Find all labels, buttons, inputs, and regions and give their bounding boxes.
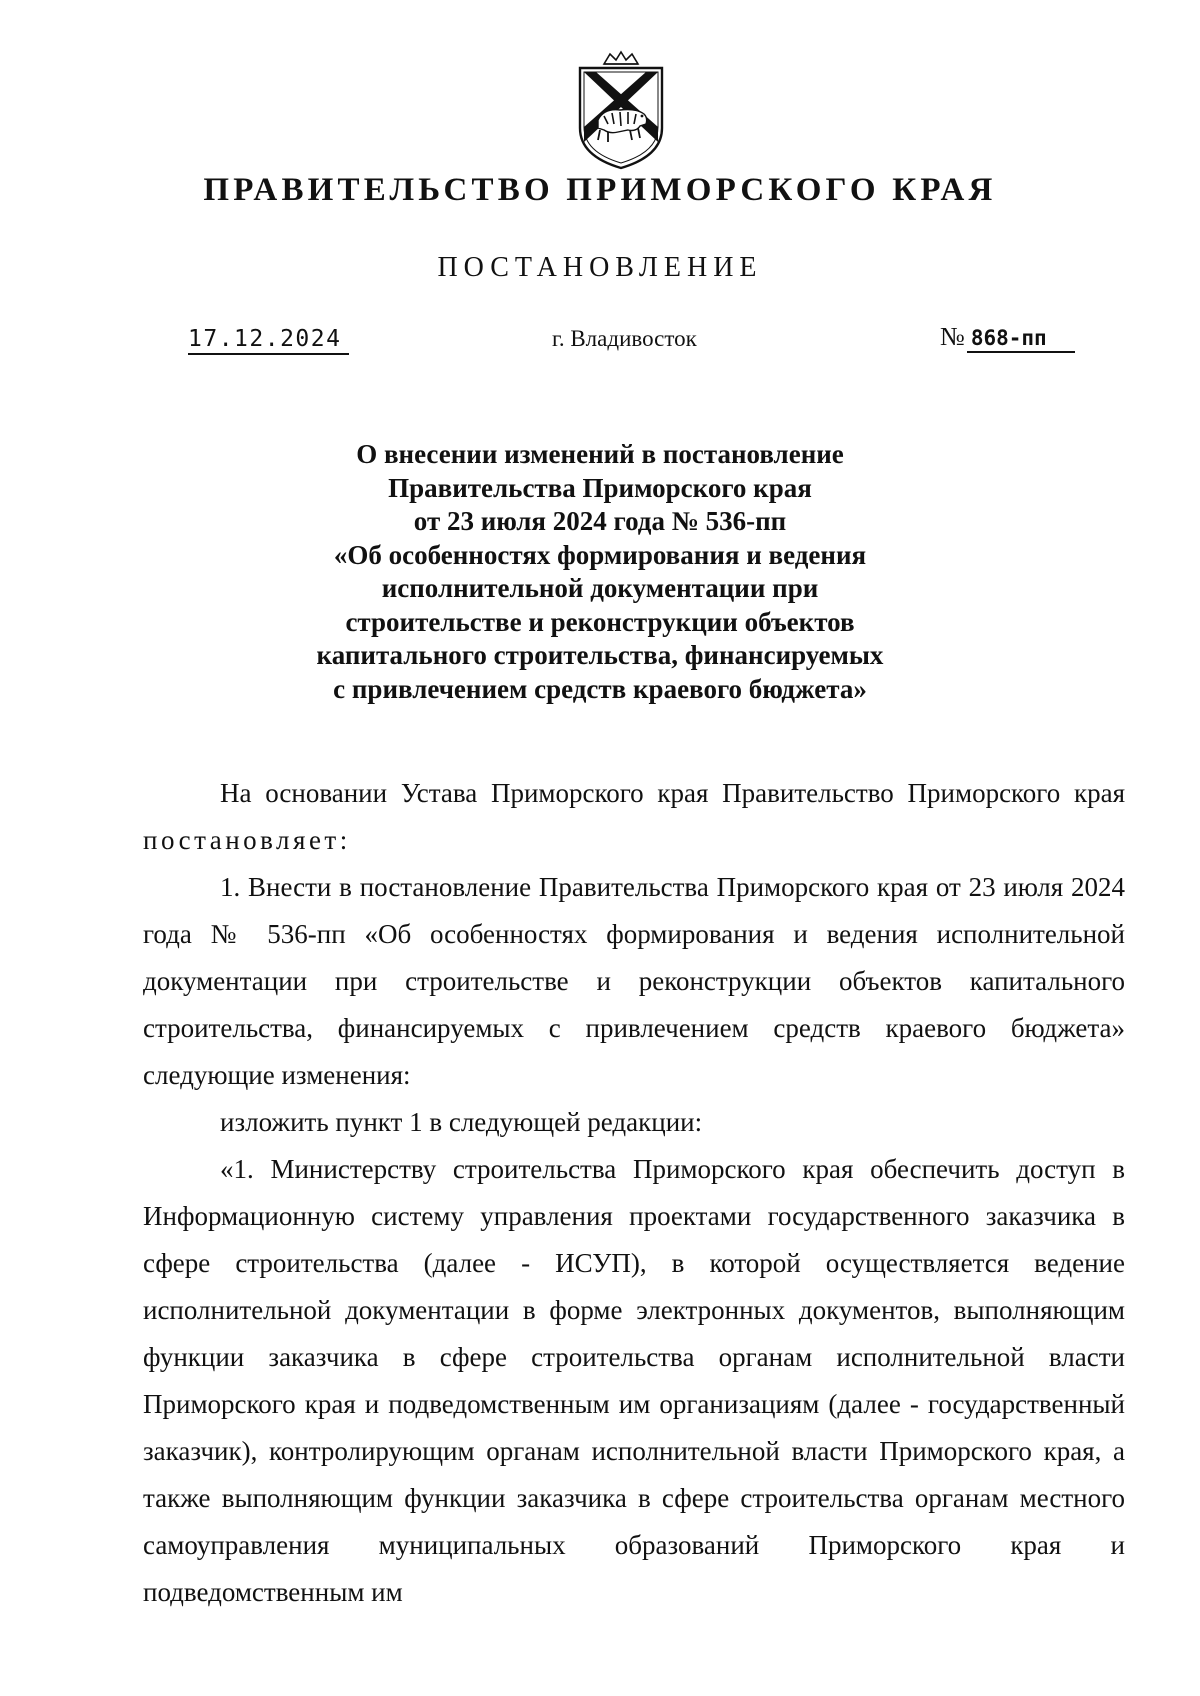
heading-line: О внесении изменений в постановление: [356, 439, 844, 469]
government-title: ПРАВИТЕЛЬСТВО ПРИМОРСКОГО КРАЯ: [203, 172, 997, 208]
document-date: 17.12.2024: [188, 326, 349, 355]
document-meta-row: [0, 322, 1200, 366]
heading-line: Правительства Приморского края: [388, 472, 812, 503]
paragraph-preamble: [143, 770, 1125, 864]
heading-line: исполнительной документации при: [381, 573, 819, 603]
number-sign: №: [940, 322, 965, 351]
document-city: г. Владивосток: [552, 326, 697, 351]
document-type: ПОСТАНОВЛЕНИЕ: [437, 252, 763, 283]
paragraph-amendment-intro: изложить пункт 1 в следующей редакции:: [220, 1107, 703, 1137]
heading-line: «Об особенностях формирования и ведения: [333, 539, 867, 570]
heading-line: капитального строительства, финансируемых: [316, 640, 884, 670]
document-number-block: [940, 322, 1075, 353]
paragraph-item-1: 1. Внести в постановление Правительства Приморского края от 23 июля 2024 года № 536-пп «Об особенностях формирования и ведения исполнительной документации при строительстве и реконструкции объектов капитального строительства, финансируемых с привлечением средств краевого бюджета» следующие изменения:: [143, 872, 1125, 1090]
document-number: 868-пп: [967, 326, 1075, 353]
coat-of-arms-emblem: [574, 50, 668, 172]
paragraph-new-item-1: «1. Министерству строительства Приморского края обеспечить доступ в Информационную систему управления проектами государственного заказчика в сфере строительства (далее - ИСУП), в которой осуществляется ведение исполнительной документации в форме электронных документов, выполняющим функции заказчика в сфере строительства органам исполнительной власти Приморского края и подведомственным им организациям (далее - государственный заказчик), контролирующим органам исполнительной власти Приморского края, а также выполняющим функции заказчика в сфере строительства органам местного самоуправления муниципальных образований Приморского края и подведомственным им: [143, 1154, 1125, 1607]
heading-line: строительстве и реконструкции объектов: [345, 606, 855, 637]
document-heading: [0, 438, 1200, 706]
resolves-word: постановляет:: [143, 825, 351, 855]
heading-line: с привлечением средств краевого бюджета»: [333, 673, 867, 704]
document-body: [143, 770, 1125, 1616]
preamble-text: На основании Устава Приморского края Правительство Приморского края: [220, 778, 1125, 808]
heading-line: от 23 июля 2024 года № 536-пп: [413, 506, 787, 536]
